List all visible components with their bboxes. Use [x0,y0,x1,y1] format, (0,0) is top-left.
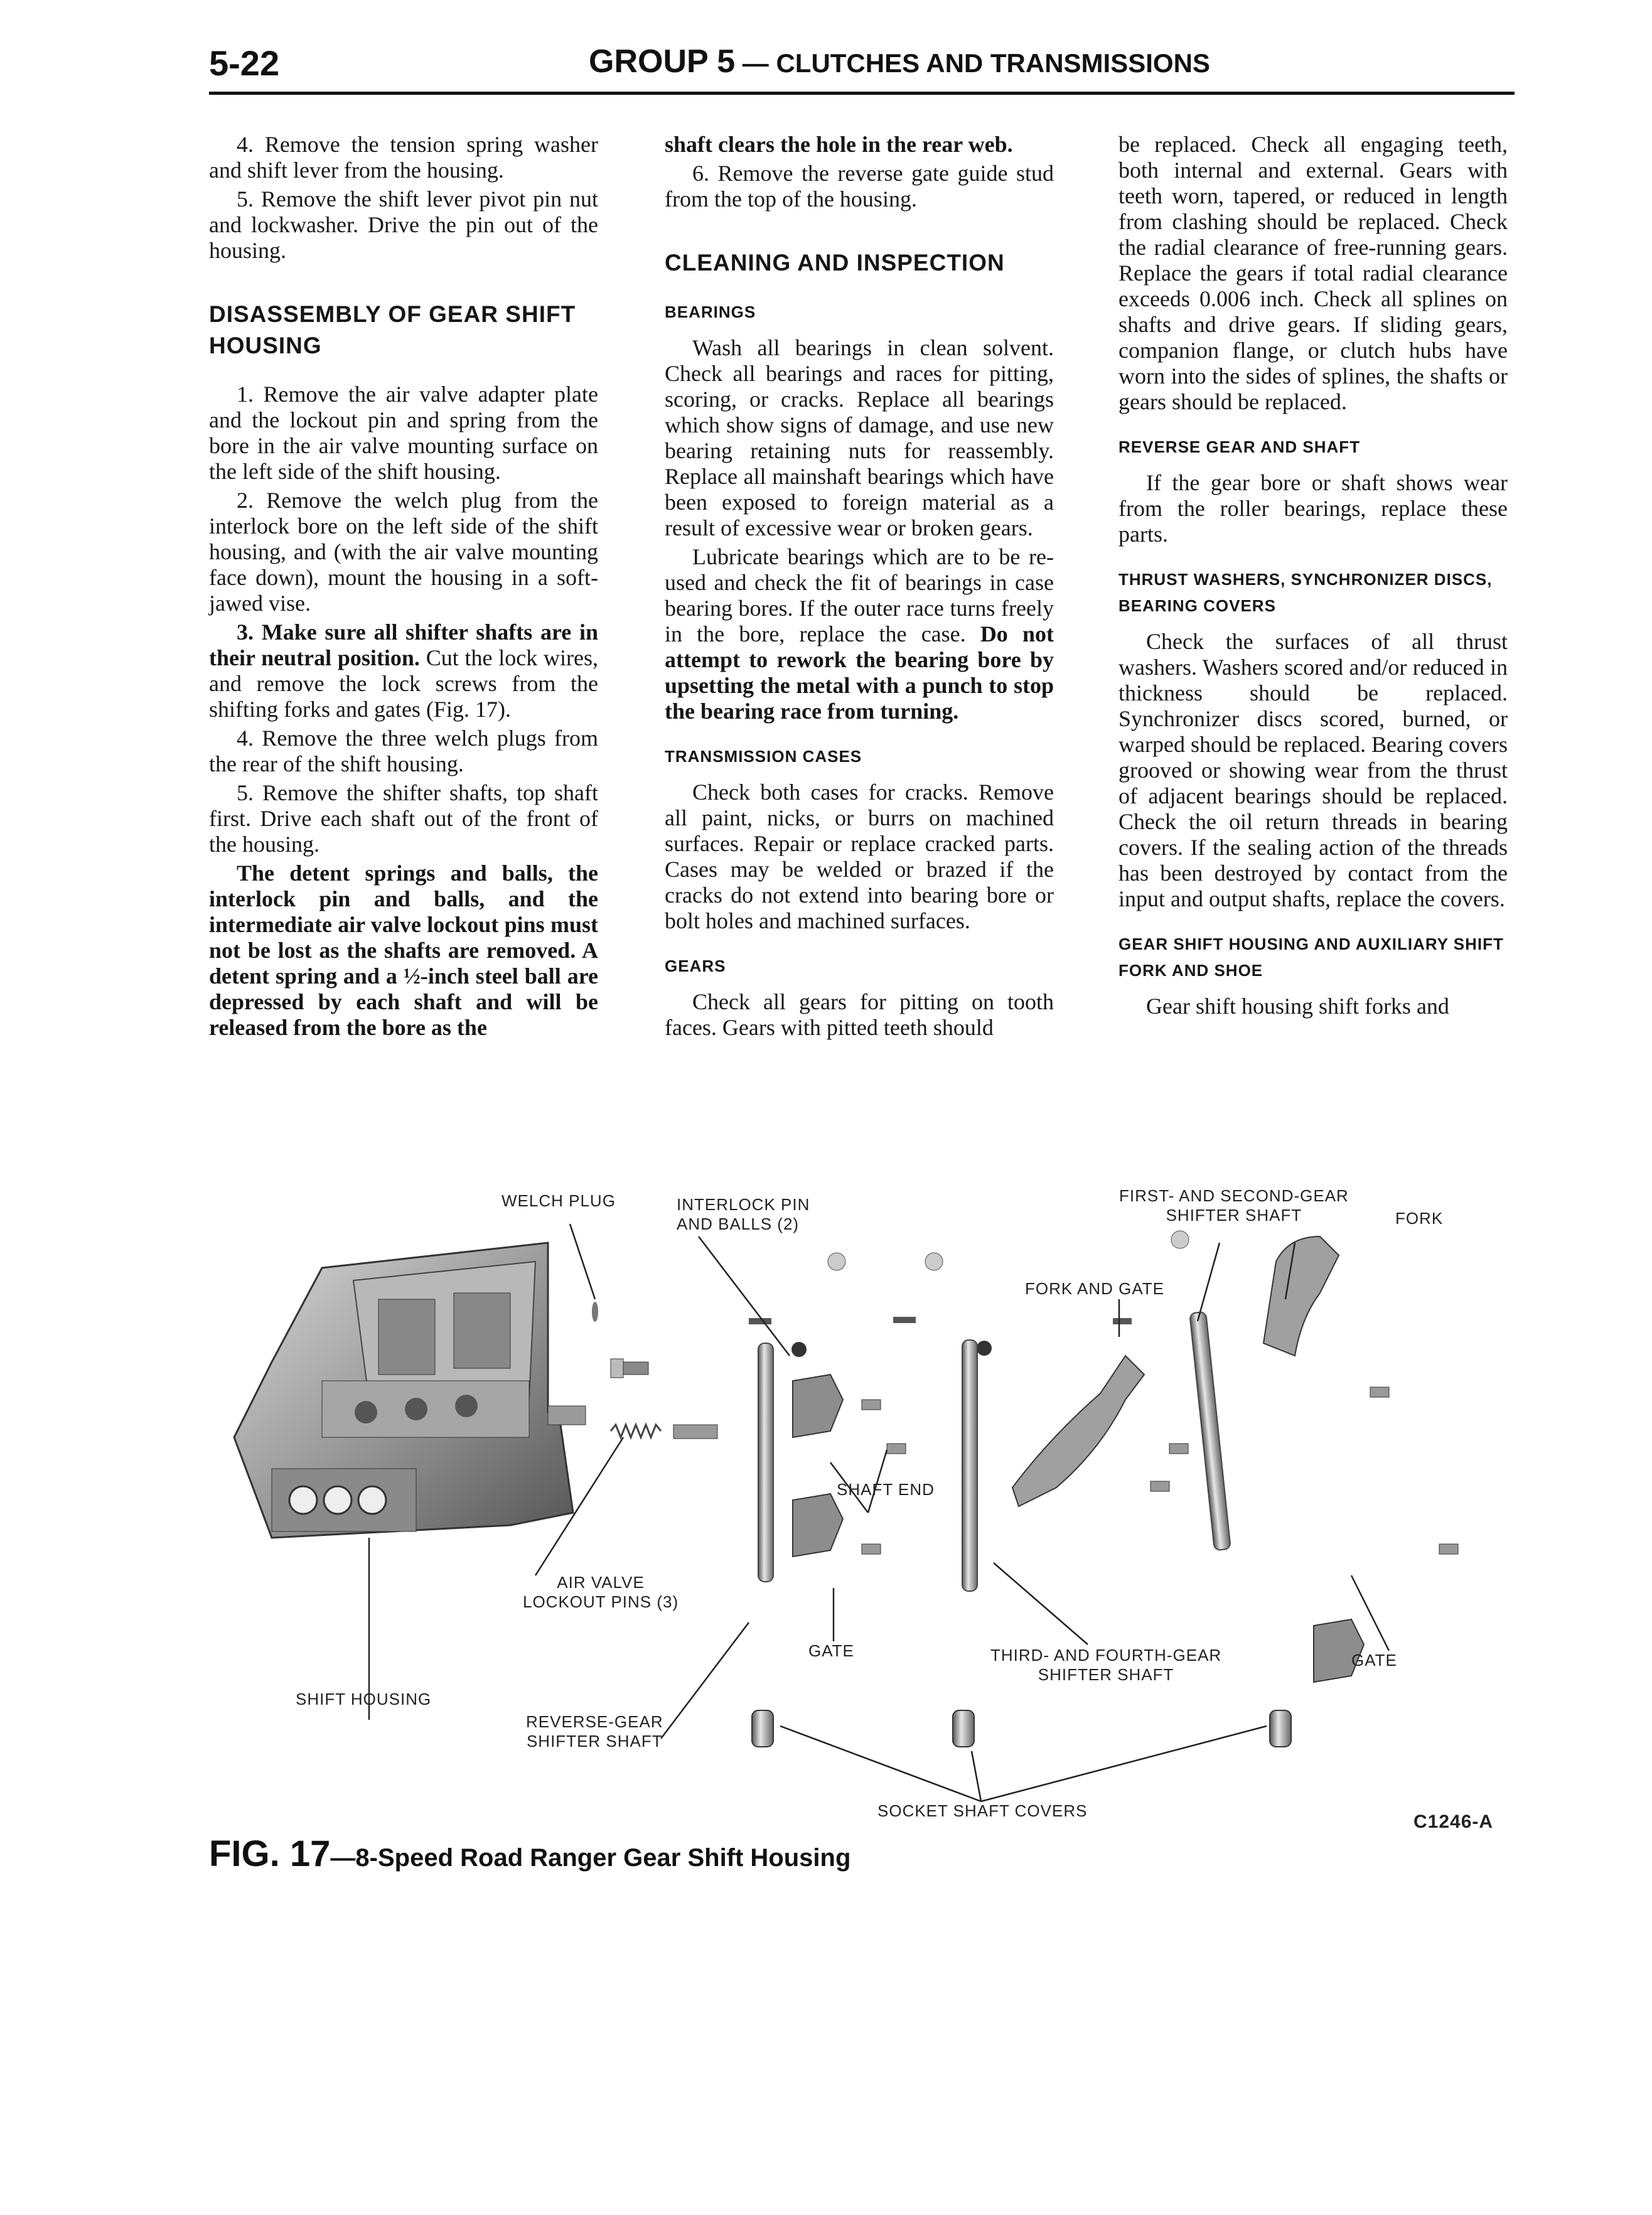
paragraph [665,544,1054,724]
group-title: — CLUTCHES AND TRANSMISSIONS [735,48,1210,78]
bold-text: Do not attempt to rework the bearing bore by upsetting the metal with a punch to stop the bearing race from turning. [665,621,1054,724]
figure-17 [209,1174,1515,1914]
paragraph: 4. Remove the tension spring washer and shift lever from the housing. [209,132,598,183]
bold-text: shaft clears the hole in the rear web. [665,132,1013,157]
subsection-heading: TRANSMISSION CASES [665,747,862,766]
subsection-heading: BEARINGS [665,303,756,321]
label-line: AND BALLS (2) [677,1215,800,1233]
label-air-valve-lockout [523,1573,678,1612]
subsection-heading: GEAR SHIFT HOUSING AND AUXILIARY SHIFT FORK AND SHOE [1118,935,1504,980]
paragraph: If the gear bore or shaft shows wear from the roller bearings, replace these parts. [1118,470,1508,547]
paragraph [209,861,598,1041]
label-first-second-shaft [1119,1186,1349,1225]
subsection-heading: THRUST WASHERS, SYNCHRONIZER DISCS, BEARING COVERS [1118,570,1493,615]
text-column-3 [1118,132,1508,1022]
paragraph: 1. Remove the air valve adapter plate and the lockout pin and spring from the bore in the air valve mounting surface on the left side of the shift housing. [209,382,598,484]
label-line: LOCKOUT PINS (3) [523,1592,679,1611]
label-fork: FORK [1395,1209,1444,1228]
paragraph: Check both cases for cracks. Remove all paint, nicks, or burrs on machined surfaces. Repair or replace cracked parts. Cases may be welded or brazed if the cracks do not extend into bearing bore or bolt holes and machined surfaces. [665,780,1054,933]
caption-figure-number: FIG. 17 [209,1833,331,1874]
welch-plug-part [592,1302,598,1322]
paragraph: Gear shift housing shift forks and [1146,994,1449,1019]
figure-code: C1246-A [1413,1811,1494,1832]
paragraph: 4. Remove the three welch plugs from the rear of the shift housing. [209,726,598,776]
label-line: SHIFTER SHAFT [1038,1665,1174,1684]
subsection-heading: REVERSE GEAR AND SHAFT [1118,437,1361,456]
subsection-heading: GEARS [665,957,726,975]
label-line: REVERSE-GEAR [526,1712,663,1731]
label-reverse-shaft [526,1712,663,1751]
paragraph: 5. Remove the shift lever pivot pin nut and lockwasher. Drive the pin out of the housing. [209,186,598,263]
paragraph [209,619,598,722]
label-socket-covers: SOCKET SHAFT COVERS [877,1801,1088,1820]
section-heading: CLEANING AND INSPECTION [665,250,1005,276]
label-line: THIRD- AND FOURTH-GEAR [990,1646,1222,1665]
gates-and-forks [793,1236,1458,1682]
paragraph: Wash all bearings in clean solvent. Check all bearings and races for pitting, scoring, or cracks. Replace all bearings which show signs of damage, and use new bearing retaining nuts for reassembly. Replace all mainshaft bearings which have been exposed to foreign material as a result of excessive wear or broken gears. [665,335,1054,540]
label-line: AIR VALVE [557,1573,645,1592]
paragraph: Check the surfaces of all thrust washers. Washers scored and/or reduced in thickness should be replaced. Synchronizer discs scored, burned, or warped should be replaced. Bearing covers grooved or showing wear from the thrust of adjacent bearings should be replaced. Check the oil return threads in bearing covers. If the sealing action of the threads has been destroyed by contact from the input and output shafts, replace the covers. [1118,629,1508,911]
paragraph: 5. Remove the shifter shafts, top shaft first. Drive each shaft out of the front of the housing. [209,780,598,857]
group-label: GROUP 5 [589,43,736,80]
label-gate-1: GATE [808,1641,854,1660]
label-line: INTERLOCK PIN [677,1195,810,1214]
page-title [589,43,1210,80]
text-column-1 [209,132,598,1044]
section-heading: DISASSEMBLY OF GEAR SHIFT HOUSING [209,301,576,358]
figure-caption [209,1833,850,1875]
header-rule [209,92,1515,95]
paragraph: 2. Remove the welch plug from the interlock bore on the left side of the shift housing, and (with the air valve mounting face down), mount the housing in a soft-jawed vise. [209,488,598,616]
bold-text: The detent springs and balls, the interlock pin and balls, and the intermediate air valve lockout pins must not be lost as the shafts are removed. A detent spring and a ½-inch steel ball are depressed by each shaft and will be released from the bore as the [209,861,598,1040]
shift-housing-part [234,1243,586,1538]
label-line: SHIFTER SHAFT [1166,1206,1302,1225]
text-column-2 [665,132,1054,1044]
exploded-view-illustration [209,1174,1515,1833]
paragraph: 6. Remove the reverse gate guide stud from the top of the housing. [665,161,1054,212]
label-line: SHIFTER SHAFT [526,1732,663,1751]
label-shift-housing: SHIFT HOUSING [296,1690,432,1708]
paragraph-text: Cut the lock wires, and remove the lock screws from the shifting forks and gates (Fig. 17). [209,645,598,722]
paragraph: be replaced. Check all engaging teeth, both internal and external. Gears with teeth worn, tapered, or reduced in length from clashing should be replaced. Check the radial clearance of free-running gears. Replace the gears if total radial clearance exceeds 0.006 inch. Check all splines on shafts and drive gears. If sliding gears, companion flange, or clutch hubs have worn into the sides of splines, the shafts or gears should be replaced. [1118,132,1508,414]
caption-text: —8-Speed Road Ranger Gear Shift Housing [330,1844,851,1872]
label-fork-and-gate: FORK AND GATE [1025,1279,1164,1298]
page-number: 5-22 [209,43,280,83]
label-shaft-end: SHAFT END [837,1480,935,1499]
label-third-fourth-shaft [990,1646,1221,1685]
bold-text: 3. Make sure all shifter shafts are in their neutral position. [209,619,598,670]
label-line: FIRST- AND SECOND-GEAR [1119,1186,1349,1205]
paragraph: Check all gears for pitting on tooth faces. Gears with pitted teeth should [665,989,1054,1040]
paragraph [665,132,1054,158]
label-welch-plug: WELCH PLUG [501,1191,616,1210]
label-interlock-pin [677,1195,810,1234]
label-gate-2: GATE [1351,1651,1397,1670]
paragraph-text: Lubricate bearings which are to be re-used and check the fit of bearings in case bearing bores. If the outer race turns freely in the bore, replace the case. [665,544,1054,646]
